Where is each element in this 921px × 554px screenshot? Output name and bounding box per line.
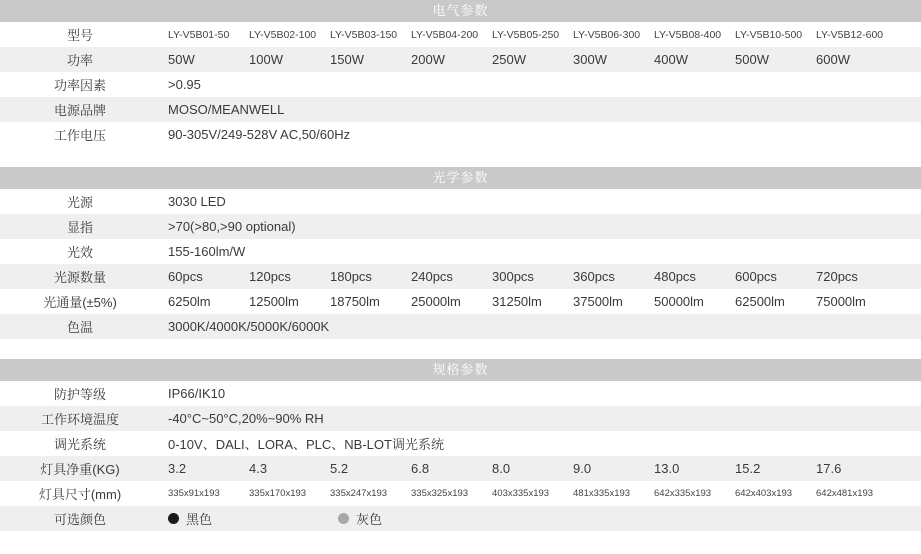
spec-value-cell: LY-V5B03-150 bbox=[330, 28, 398, 41]
spec-value-cell: 720pcs bbox=[816, 269, 858, 284]
spec-row-values bbox=[160, 191, 921, 212]
spec-row bbox=[0, 381, 921, 406]
spec-row bbox=[0, 122, 921, 147]
color-option[interactable] bbox=[160, 509, 330, 528]
color-option-label: 黑色 bbox=[186, 512, 213, 527]
spec-value-cell: 335x91x193 bbox=[168, 488, 220, 499]
spec-value-cell: LY-V5B08-400 bbox=[654, 28, 722, 41]
spec-value-cell: 12500lm bbox=[249, 294, 299, 309]
spec-value-cell: 6250lm bbox=[168, 294, 211, 309]
spec-row bbox=[0, 314, 921, 339]
spec-row-label: 显指 bbox=[66, 220, 93, 235]
spec-value-text: -40°C~50°C,20%~90% RH bbox=[168, 411, 324, 426]
spec-value-cell: 9.0 bbox=[573, 461, 592, 476]
spec-row-values bbox=[160, 485, 921, 502]
spec-row-values bbox=[160, 74, 921, 95]
spec-section bbox=[0, 0, 921, 147]
spec-row bbox=[0, 97, 921, 122]
spec-value-text: IP66/IK10 bbox=[168, 386, 226, 401]
spec-value-cell: 75000lm bbox=[816, 294, 866, 309]
spec-row bbox=[0, 481, 921, 506]
spec-row bbox=[0, 456, 921, 481]
spec-value-cell: 335x325x193 bbox=[411, 488, 469, 499]
spec-value-cell: 600pcs bbox=[735, 269, 777, 284]
spec-row-label: 灯具净重(KG) bbox=[40, 462, 120, 477]
spec-row bbox=[0, 264, 921, 289]
spec-value-cell: 17.6 bbox=[816, 461, 842, 476]
spec-value-cell: 8.0 bbox=[492, 461, 511, 476]
spec-value-cell: 3.2 bbox=[168, 461, 187, 476]
color-swatch-icon bbox=[168, 513, 179, 524]
spec-row bbox=[0, 406, 921, 431]
spec-value-cell: LY-V5B02-100 bbox=[249, 28, 317, 41]
spec-value-text: 3030 LED bbox=[168, 194, 226, 209]
spec-row bbox=[0, 22, 921, 47]
spec-row bbox=[0, 239, 921, 264]
spec-value-text: 90-305V/249-528V AC,50/60Hz bbox=[168, 127, 351, 142]
spec-value-cell: 31250lm bbox=[492, 294, 542, 309]
spec-value-cell: 6.8 bbox=[411, 461, 430, 476]
spec-row-values bbox=[160, 266, 921, 287]
spec-value-cell: 200W bbox=[411, 52, 445, 67]
spec-value-cell: 50000lm bbox=[654, 294, 704, 309]
section-spacer bbox=[0, 147, 921, 167]
spec-value-cell: 120pcs bbox=[249, 269, 291, 284]
spec-value-cell: 37500lm bbox=[573, 294, 623, 309]
spec-section bbox=[0, 167, 921, 339]
spec-value-cell: 642x403x193 bbox=[735, 488, 793, 499]
spec-value-cell: 150W bbox=[330, 52, 364, 67]
spec-value-cell: 60pcs bbox=[168, 269, 203, 284]
spec-row bbox=[0, 189, 921, 214]
spec-row bbox=[0, 431, 921, 456]
spec-value-cell: 642x335x193 bbox=[654, 488, 712, 499]
spec-value-cell: 15.2 bbox=[735, 461, 761, 476]
spec-value-text: 0-10V、DALI、LORA、PLC、NB-LOT调光系统 bbox=[168, 437, 444, 452]
spec-row-label: 功率 bbox=[66, 53, 93, 68]
spec-value-cell: 403x335x193 bbox=[492, 488, 550, 499]
spec-row bbox=[0, 506, 921, 531]
spec-row-values bbox=[160, 124, 921, 145]
spec-row-values bbox=[160, 99, 921, 120]
section-spacer bbox=[0, 339, 921, 359]
spec-value-text: >70(>80,>90 optional) bbox=[168, 219, 296, 234]
spec-value-text: 3000K/4000K/5000K/6000K bbox=[168, 319, 330, 334]
section-header: 规格参数 bbox=[0, 359, 921, 381]
spec-value-cell: 240pcs bbox=[411, 269, 453, 284]
spec-value-cell: 360pcs bbox=[573, 269, 615, 284]
spec-section bbox=[0, 359, 921, 531]
spec-row-label: 光通量(±5%) bbox=[43, 295, 117, 310]
spec-value-cell: 400W bbox=[654, 52, 688, 67]
spec-row-values bbox=[160, 408, 921, 429]
spec-value-text: 155-160lm/W bbox=[168, 244, 246, 259]
color-option-label: 灰色 bbox=[356, 512, 383, 527]
spec-row-values bbox=[160, 241, 921, 262]
spec-row-values bbox=[160, 291, 921, 312]
spec-row-values bbox=[160, 26, 921, 44]
spec-value-cell: 5.2 bbox=[330, 461, 349, 476]
spec-value-cell: 250W bbox=[492, 52, 526, 67]
spec-value-cell: 335x170x193 bbox=[249, 488, 307, 499]
spec-row-label: 光源数量 bbox=[53, 270, 106, 285]
color-swatch-icon bbox=[338, 513, 349, 524]
spec-row-label: 调光系统 bbox=[53, 437, 106, 452]
spec-value-cell: 480pcs bbox=[654, 269, 696, 284]
spec-value-cell: 642x481x193 bbox=[816, 488, 874, 499]
spec-row-label: 型号 bbox=[66, 28, 93, 43]
spec-row-label: 电源品牌 bbox=[53, 103, 106, 118]
spec-row bbox=[0, 47, 921, 72]
spec-row bbox=[0, 214, 921, 239]
spec-value-text: MOSO/MEANWELL bbox=[168, 102, 285, 117]
spec-value-cell: 600W bbox=[816, 52, 850, 67]
spec-row-values bbox=[160, 383, 921, 404]
color-option-list bbox=[160, 506, 921, 531]
spec-value-cell: 18750lm bbox=[330, 294, 380, 309]
color-option[interactable] bbox=[330, 509, 500, 528]
spec-value-cell: 13.0 bbox=[654, 461, 680, 476]
spec-value-cell: 300W bbox=[573, 52, 607, 67]
spec-value-text: >0.95 bbox=[168, 77, 201, 92]
spec-row-label: 色温 bbox=[66, 320, 93, 335]
spec-row-label: 灯具尺寸(mm) bbox=[38, 487, 122, 502]
spec-value-cell: LY-V5B01-50 bbox=[168, 28, 230, 41]
spec-value-cell: LY-V5B10-500 bbox=[735, 28, 803, 41]
spec-value-cell: 62500lm bbox=[735, 294, 785, 309]
section-header: 电气参数 bbox=[0, 0, 921, 22]
section-header: 光学参数 bbox=[0, 167, 921, 189]
spec-row bbox=[0, 72, 921, 97]
spec-value-cell: 180pcs bbox=[330, 269, 372, 284]
spec-row-values bbox=[160, 216, 921, 237]
spec-row-label: 工作环境温度 bbox=[40, 412, 119, 427]
spec-value-cell: 50W bbox=[168, 52, 195, 67]
spec-row bbox=[0, 289, 921, 314]
spec-row-values bbox=[160, 49, 921, 70]
spec-value-cell: 4.3 bbox=[249, 461, 268, 476]
spec-row-label: 可选颜色 bbox=[53, 512, 106, 527]
spec-value-cell: 25000lm bbox=[411, 294, 461, 309]
spec-row-label: 光源 bbox=[66, 195, 93, 210]
spec-row-label: 功率因素 bbox=[53, 78, 106, 93]
spec-row-values bbox=[160, 316, 921, 337]
spec-row-values bbox=[160, 458, 921, 479]
spec-value-cell: LY-V5B06-300 bbox=[573, 28, 641, 41]
spec-value-cell: 481x335x193 bbox=[573, 488, 631, 499]
spec-value-cell: LY-V5B05-250 bbox=[492, 28, 560, 41]
spec-row-values bbox=[160, 431, 921, 456]
spec-value-cell: LY-V5B04-200 bbox=[411, 28, 479, 41]
spec-value-cell: LY-V5B12-600 bbox=[816, 28, 884, 41]
spec-value-cell: 100W bbox=[249, 52, 283, 67]
spec-value-cell: 300pcs bbox=[492, 269, 534, 284]
spec-row-label: 光效 bbox=[66, 245, 93, 260]
spec-row-label: 防护等级 bbox=[53, 387, 106, 402]
spec-value-cell: 500W bbox=[735, 52, 769, 67]
spec-row-label: 工作电压 bbox=[53, 128, 106, 143]
spec-value-cell: 335x247x193 bbox=[330, 488, 388, 499]
